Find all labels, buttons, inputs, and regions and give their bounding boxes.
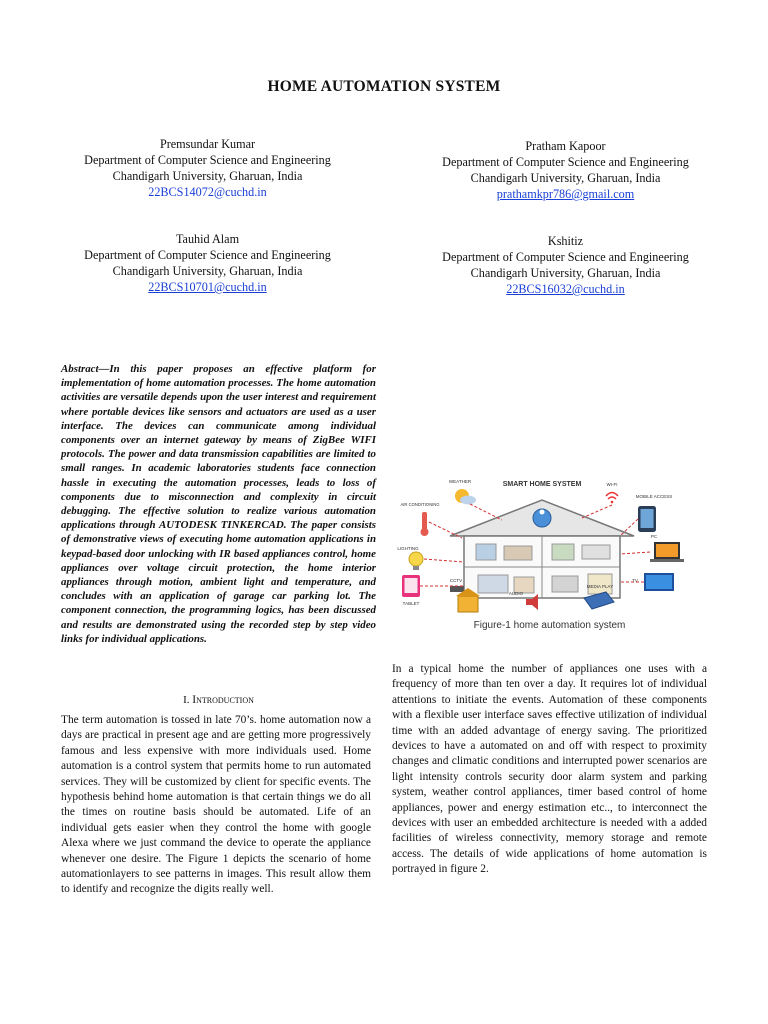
label-audio: AUDIO	[508, 591, 524, 596]
section-number: I.	[183, 694, 190, 706]
smart-home-illustration	[392, 472, 707, 617]
author-department: Department of Computer Science and Engineering	[442, 250, 689, 264]
label-media-play: MEDIA PLAY	[586, 584, 614, 589]
label-tablet: TABLET	[402, 601, 420, 606]
label-weather: WEATHER	[448, 479, 472, 484]
author-block-4	[398, 233, 733, 297]
author-block-1	[40, 136, 375, 200]
author-email-link[interactable]: 22BCS16032@cuchd.in	[506, 282, 625, 296]
figure-smart-home	[392, 472, 707, 617]
wifi-icon	[606, 493, 618, 500]
label-tv: TV	[632, 578, 638, 583]
author-affiliation: Chandigarh University, Gharuan, India	[112, 264, 303, 278]
author-affiliation: Chandigarh University, Gharuan, India	[470, 171, 661, 185]
introduction-paragraph: The term automation is tossed in late 70’s. home automation now a days are practical in present age and are getting more progressively famous and less expensive with more individuals used. Home automation is a control system that permits home to run automated services. They will be customized by client for specific events. The hypothesis behind home automation is that certain things we do all the times on routine basis should be automated. Life of an individual gets easier when they control the home with google Alexa where we just command the device to operate the appliance whenever one desire. The Figure 1 depicts the scenario of home automationlayers to see patterns in images. This result allow them to identify and recognize the digits really well.	[61, 714, 371, 896]
label-pc: PC	[650, 534, 658, 539]
author-affiliation: Chandigarh University, Gharuan, India	[470, 266, 661, 280]
author-name: Kshitiz	[547, 234, 584, 248]
figure-heading: SMART HOME SYSTEM	[502, 481, 582, 488]
author-department: Department of Computer Science and Engineering	[84, 248, 331, 262]
figure-caption: Figure-1 home automation system	[473, 620, 626, 631]
abstract-text: Abstract—In this paper proposes an effective platform for implementation of home automation processes. The home automation activities are versatile depends upon the user interest and requirement where portable devices like sensors and actuators are used as a user interface. The devices can communicate among individual components over an internet gateway by means of ZigBee WIFI protocols. The power and data transmission capabilities are limited to small ranges. In academic laboratories students face connection hassle in executing the automation processes, leads to loss of components due to misconnection and complexity in circuit debugging. The effective solution to realize various automation applications through AUTODESK TINKERCAD. The paper consists of demonstrative views of executing home automation applications in keypad-based door unlocking with IR based appliances control, home appliances over voltage circuit protection, the home interior appliances through motion, ambient light and temperature, and concludes with an application of garage car parking lot. The component connection, the programming logics, has been discussed and results are demonstrated using the recorded step by step video links for individual applications.	[61, 363, 376, 645]
author-name: Tauhid Alam	[175, 232, 240, 246]
thermometer-icon	[422, 512, 427, 530]
label-wifi: WI-FI	[606, 482, 618, 487]
author-name: Premsundar Kumar	[159, 137, 256, 151]
author-email-link[interactable]: prathamkpr786@gmail.com	[496, 187, 635, 201]
author-affiliation: Chandigarh University, Gharuan, India	[112, 169, 303, 183]
section-heading-introduction	[61, 694, 376, 706]
author-block-2	[398, 138, 733, 202]
label-cctv: CCTV	[449, 578, 463, 583]
section-title: Introduction	[192, 694, 254, 706]
label-air-conditioning: AIR CONDITIONING	[400, 502, 440, 507]
author-email-link[interactable]: 22BCS14072@cuchd.in	[148, 185, 267, 199]
lamp-icon	[409, 552, 423, 566]
label-lighting: LIGHTING	[397, 546, 419, 551]
right-column-paragraph: In a typical home the number of appliances one uses with a frequency of more than ten over a day. It requires lot of individual attentions to initiate the events. Automation of these components with a flexible user interface saves effective utilization of individual time with an added advantage of energy saving. The prioritized devices to have a automated on and off with respect to proximity changes and climatic conditions and interrupted power scenarios are light intensity controls security door alarm system and parking system, weather control appliances, timer based control of home appliances, power and energy estimation etc.., to interconnect the devices with user an embedded architecture is needed with a added facilities of wireless connectivity, memory storage and remote access. The details of wide applications of home automation is portrayed in figure 2.	[392, 663, 707, 876]
label-mobile-access: MOBILE ACCESS	[635, 494, 673, 499]
author-name: Pratham Kapoor	[525, 139, 606, 153]
author-department: Department of Computer Science and Engineering	[442, 155, 689, 169]
paper-title: HOME AUTOMATION SYSTEM	[267, 78, 501, 95]
cctv-icon	[450, 586, 464, 592]
author-department: Department of Computer Science and Engineering	[84, 153, 331, 167]
author-email-link[interactable]: 22BCS10701@cuchd.in	[148, 280, 267, 294]
author-block-3	[40, 231, 375, 295]
house-security-icon	[458, 596, 478, 612]
